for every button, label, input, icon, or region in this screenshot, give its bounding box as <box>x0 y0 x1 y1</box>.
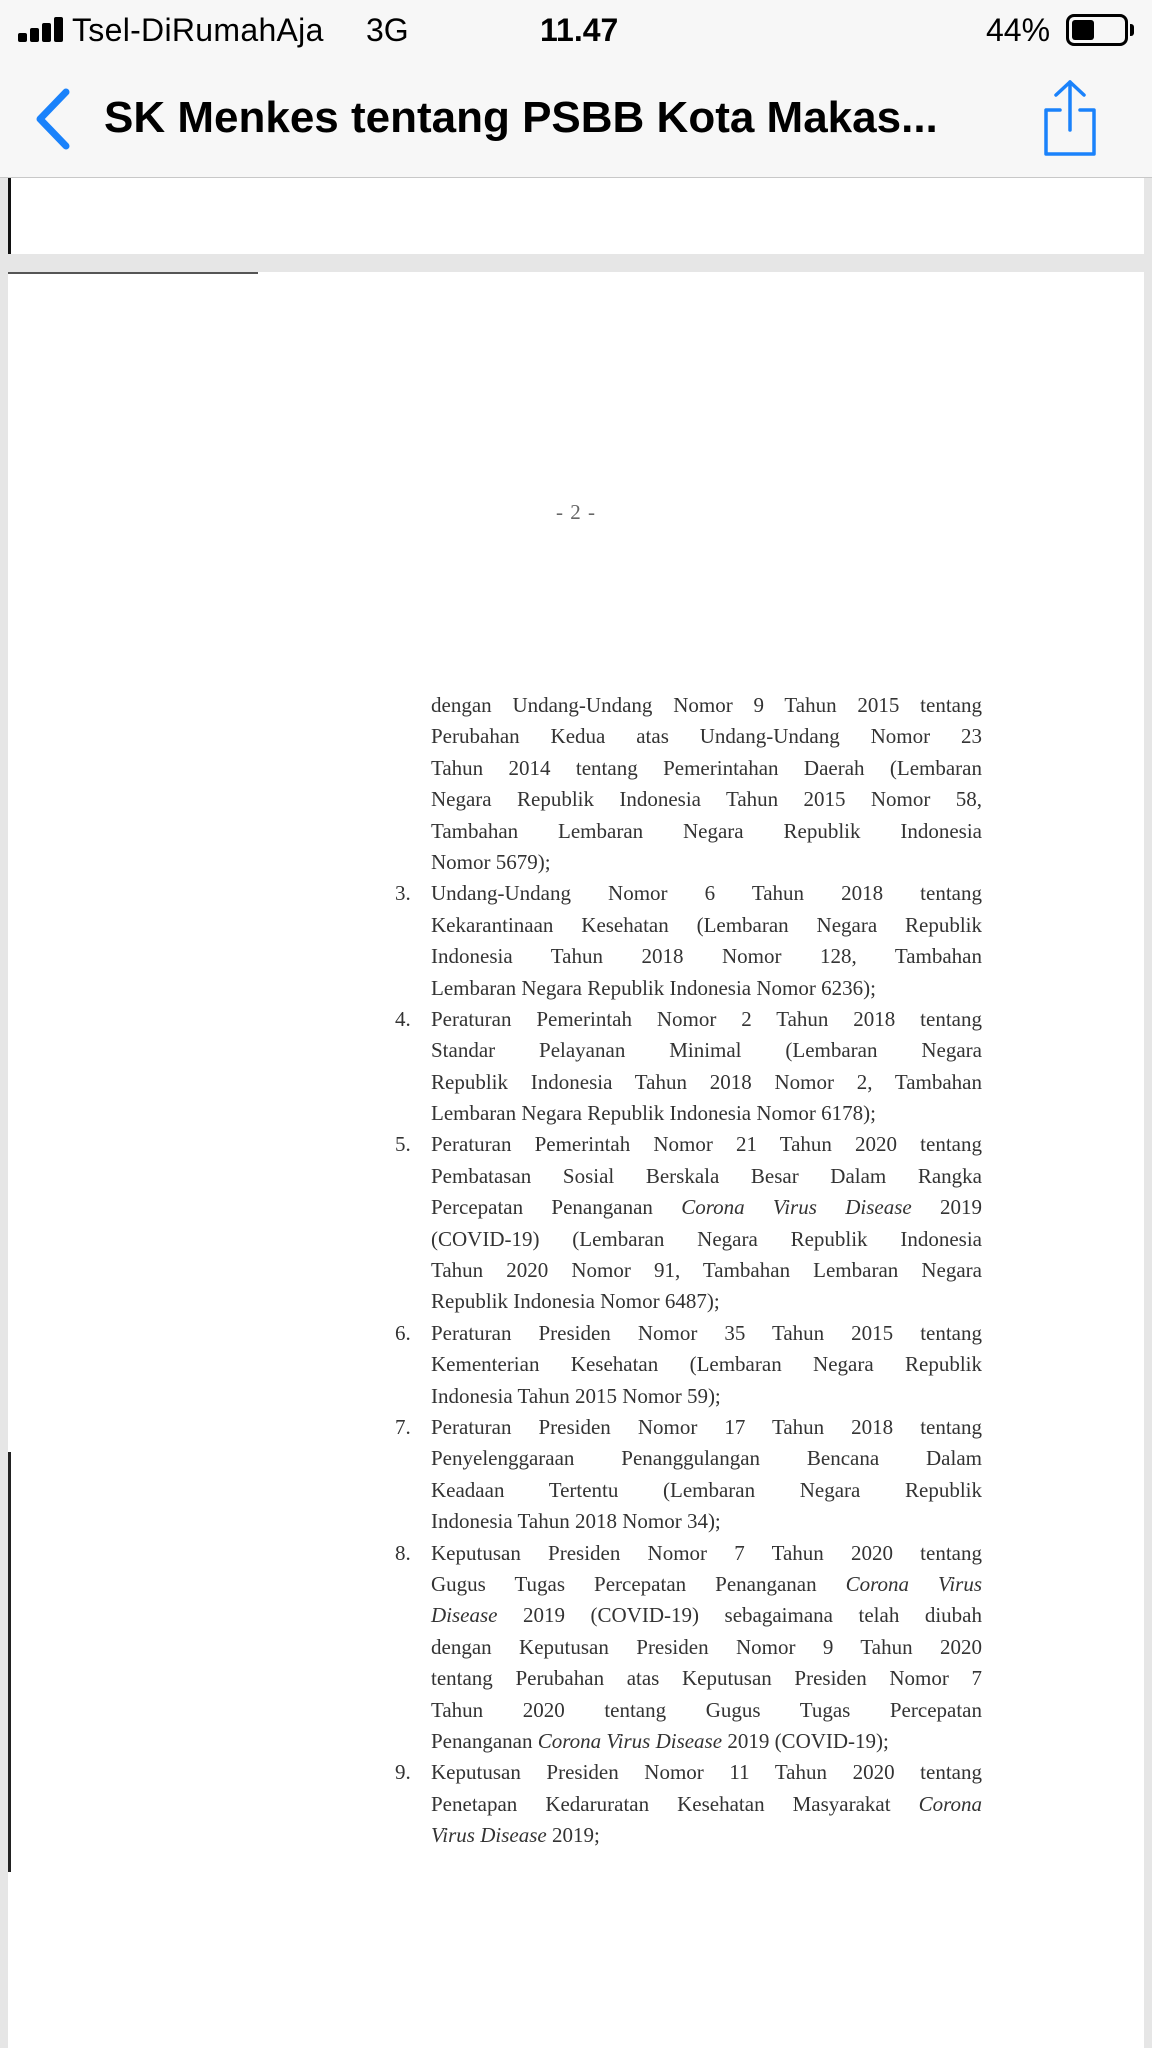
chevron-left-icon <box>28 86 80 152</box>
text-line: Keputusan Presiden Nomor 11 Tahun 2020 tentang <box>431 1760 982 1785</box>
network-type: 3G <box>366 12 409 48</box>
text-line: Indonesia Tahun 2018 Nomor 128, Tambahan <box>431 944 982 969</box>
share-button[interactable] <box>1036 78 1104 158</box>
list-item <box>395 1412 982 1538</box>
text-line: Undang-Undang Nomor 6 Tahun 2018 tentang <box>431 881 982 906</box>
document-body <box>395 690 983 1851</box>
text-line: Indonesia Tahun 2015 Nomor 59); <box>431 1383 721 1408</box>
previous-page-bottom <box>8 178 1144 254</box>
battery-level-fill <box>1072 20 1094 40</box>
text-fragment: Percepatan Penanganan <box>431 1195 653 1220</box>
text-line: Peraturan Presiden Nomor 35 Tahun 2015 tentang <box>431 1320 982 1345</box>
text-fragment: Penetapan Kedaruratan Kesehatan Masyarakat <box>431 1791 891 1816</box>
battery-icon <box>1066 14 1134 46</box>
list-item-number: 8. <box>395 1540 411 1565</box>
text-line: tentang Perubahan atas Keputusan Presiden Nomor 7 <box>431 1666 982 1691</box>
status-time: 11.47 <box>540 12 619 48</box>
list-item <box>395 1129 983 1317</box>
text-line: Keputusan Presiden Nomor 7 Tahun 2020 tentang <box>431 1540 982 1565</box>
list-item-number: 3. <box>395 881 411 906</box>
list-item-number: 9. <box>395 1760 411 1785</box>
text-line: Negara Republik Indonesia Tahun 2015 Nomor 58, <box>431 787 982 812</box>
italic-term: Corona Virus <box>845 1571 982 1596</box>
list-item-number: 6. <box>395 1320 411 1345</box>
text-line: Republik Indonesia Nomor 6487); <box>431 1289 720 1314</box>
italic-term: Corona Virus Disease <box>537 1728 723 1753</box>
text-line: Tambahan Lembaran Negara Republik Indonesia <box>431 818 982 843</box>
italic-term: Disease <box>431 1603 498 1628</box>
text-line: Nomor 5679); <box>431 849 551 874</box>
text-line: Kekarantinaan Kesehatan (Lembaran Negara Republik <box>431 912 982 937</box>
pdf-viewer[interactable] <box>0 178 1152 2048</box>
text-line: (COVID-19) (Lembaran Negara Republik Indonesia <box>431 1226 982 1251</box>
text-line <box>431 1726 982 1757</box>
text-line: Tahun 2020 tentang Gugus Tugas Percepatan <box>431 1697 982 1722</box>
text-fragment: 2019 (COVID-19); <box>727 1728 889 1753</box>
text-fragment: 2019 <box>940 1195 983 1220</box>
text-line <box>431 1820 982 1851</box>
text-line: dengan Undang-Undang Nomor 9 Tahun 2015 tentang <box>431 693 982 717</box>
document-page <box>8 272 1144 2048</box>
text-fragment: 2019; <box>551 1823 600 1848</box>
italic-term: Corona <box>918 1791 982 1816</box>
text-fragment: 2019 (COVID-19) sebagaimana telah diubah <box>523 1603 983 1628</box>
text-line: Lembaran Negara Republik Indonesia Nomor 6236); <box>431 975 876 1000</box>
text-line: Kementerian Kesehatan (Lembaran Negara Republik <box>431 1352 982 1377</box>
list-item-number: 4. <box>395 1006 411 1031</box>
back-button[interactable] <box>28 86 80 152</box>
list-item <box>395 1318 982 1412</box>
text-line <box>431 1569 982 1600</box>
text-fragment: Gugus Tugas Percepatan Penanganan <box>431 1571 817 1596</box>
text-line: Tahun 2020 Nomor 91, Tambahan Lembaran Negara <box>431 1258 982 1283</box>
text-line: Pembatasan Sosial Berskala Besar Dalam Rangka <box>431 1163 982 1188</box>
text-line: Republik Indonesia Tahun 2018 Nomor 2, Tambahan <box>431 1069 982 1094</box>
signal-strength-icon <box>18 16 68 42</box>
list-item-continuation <box>431 690 982 878</box>
italic-term: Corona Virus Disease <box>681 1195 912 1220</box>
list-item <box>395 1757 982 1851</box>
text-line: Lembaran Negara Republik Indonesia Nomor 6178); <box>431 1101 876 1126</box>
text-line: Standar Pelayanan Minimal (Lembaran Negara <box>431 1038 982 1063</box>
text-line: Peraturan Pemerintah Nomor 21 Tahun 2020 tentang <box>431 1132 982 1157</box>
list-item <box>395 878 982 1004</box>
text-line: Penyelenggaraan Penanggulangan Bencana Dalam <box>431 1446 982 1471</box>
battery-percent: 44% <box>986 12 1051 48</box>
text-line: Perubahan Kedua atas Undang-Undang Nomor 23 <box>431 724 982 749</box>
text-line <box>431 1600 982 1631</box>
text-fragment: Penanganan <box>431 1728 533 1753</box>
document-title: SK Menkes tentang PSBB Kota Makas... <box>104 93 938 142</box>
status-bar <box>0 0 1152 60</box>
text-line <box>431 1192 982 1223</box>
text-line: Tahun 2014 tentang Pemerintahan Daerah (Lembaran <box>431 755 982 780</box>
navigation-bar <box>0 60 1152 178</box>
text-line: Peraturan Presiden Nomor 17 Tahun 2018 tentang <box>431 1414 982 1439</box>
list-item <box>395 1538 983 1758</box>
text-line: Indonesia Tahun 2018 Nomor 34); <box>431 1509 721 1534</box>
list-item-number: 5. <box>395 1132 411 1157</box>
page-number: - 2 - <box>556 500 596 524</box>
carrier-name: Tsel-DiRumahAja <box>72 12 324 48</box>
text-line: Keadaan Tertentu (Lembaran Negara Republik <box>431 1477 982 1502</box>
list-item-number: 7. <box>395 1414 411 1439</box>
text-line: Peraturan Pemerintah Nomor 2 Tahun 2018 tentang <box>431 1006 982 1031</box>
text-line: dengan Keputusan Presiden Nomor 9 Tahun 2020 <box>431 1634 982 1659</box>
text-line <box>431 1789 982 1820</box>
list-item <box>395 1004 982 1130</box>
italic-term: Virus Disease <box>431 1823 547 1848</box>
share-icon <box>1036 78 1104 158</box>
